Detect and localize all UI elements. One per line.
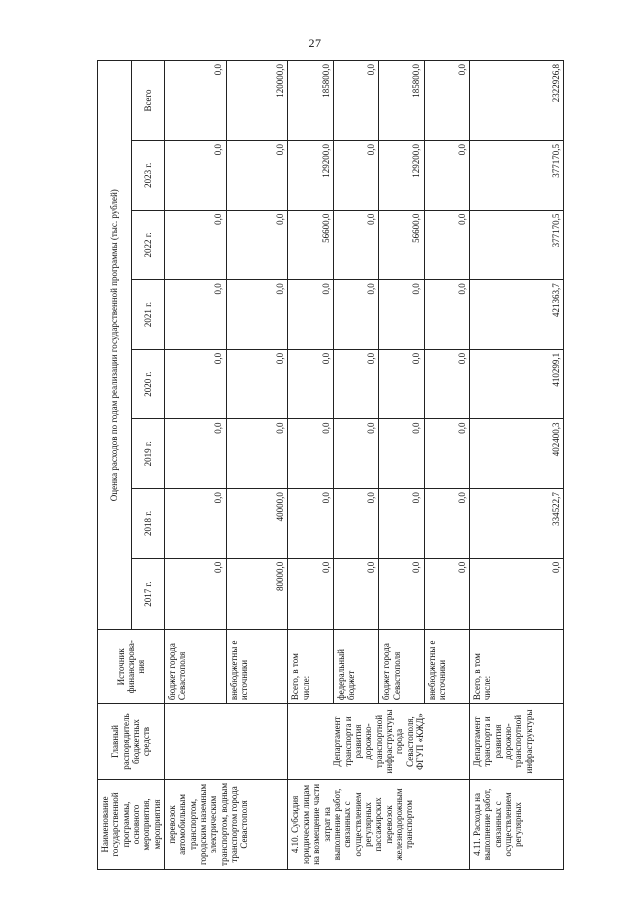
value-cell: 0,0 [424, 349, 469, 419]
total-cell: 0,0 [165, 61, 227, 141]
value-cell: 0,0 [379, 419, 424, 489]
value-cell: 129200,0 [288, 141, 333, 211]
value-cell: 0,0 [288, 558, 333, 630]
value-cell: 334522,7 [470, 489, 564, 559]
header-total: Всего [131, 61, 165, 141]
financing-table [97, 60, 564, 870]
header-row-top [98, 61, 132, 870]
value-cell: 0,0 [333, 141, 378, 211]
header-year: 2023 г. [131, 141, 165, 211]
value-cell: 0,0 [379, 489, 424, 559]
header-year: 2021 г. [131, 280, 165, 350]
value-cell: 0,0 [424, 489, 469, 559]
header-estimate: Оценка расходов по годам реализации государственной программы (тыс. рублей) [98, 61, 132, 630]
value-cell: 0,0 [226, 210, 288, 280]
value-cell: 0,0 [165, 210, 227, 280]
value-cell: 0,0 [379, 349, 424, 419]
value-cell: 402400,3 [470, 419, 564, 489]
value-cell: 0,0 [288, 419, 333, 489]
value-cell: 0,0 [470, 558, 564, 630]
value-cell: 0,0 [333, 210, 378, 280]
funding-source: Всего, в том числе: [288, 630, 333, 704]
total-cell: 185800,0 [288, 61, 333, 141]
value-cell: 0,0 [165, 558, 227, 630]
page-number: 27 [308, 36, 322, 50]
value-cell: 0,0 [333, 349, 378, 419]
value-cell: 0,0 [226, 141, 288, 211]
value-cell: 0,0 [226, 419, 288, 489]
total-cell: 0,0 [424, 61, 469, 141]
header-name: Наименование государственной программы, основного мероприятия, мероприятия [98, 779, 165, 869]
header-year: 2022 г. [131, 210, 165, 280]
header-year: 2017 г. [131, 558, 165, 630]
table-row [470, 61, 564, 870]
value-cell: 0,0 [333, 558, 378, 630]
budget-manager: Департамент транспорта и развития дорожно-транспортной инфраструктуры [470, 704, 564, 780]
header-source: Источник финансирова-ния [98, 630, 165, 704]
value-cell: 0,0 [165, 141, 227, 211]
value-cell: 377170,5 [470, 210, 564, 280]
header-manager: Главный распорядитель бюджетных средств [98, 704, 165, 780]
value-cell: 80000,0 [226, 558, 288, 630]
value-cell: 0,0 [333, 489, 378, 559]
funding-source: бюджет города Севастополя [165, 630, 227, 704]
value-cell: 0,0 [165, 419, 227, 489]
header-year: 2020 г. [131, 349, 165, 419]
total-cell: 185800,0 [379, 61, 424, 141]
rotated-table-container [97, 60, 562, 870]
value-cell: 129200,0 [379, 141, 424, 211]
value-cell: 56600,0 [288, 210, 333, 280]
funding-source: федеральный бюджет [333, 630, 378, 704]
value-cell: 0,0 [226, 280, 288, 350]
value-cell: 0,0 [288, 349, 333, 419]
header-year: 2019 г. [131, 419, 165, 489]
value-cell: 0,0 [424, 210, 469, 280]
value-cell: 0,0 [424, 280, 469, 350]
value-cell: 0,0 [288, 489, 333, 559]
funding-source: Всего, в том числе: [470, 630, 564, 704]
value-cell: 0,0 [424, 558, 469, 630]
funding-source: бюджет города Севастополя [379, 630, 424, 704]
value-cell: 56600,0 [379, 210, 424, 280]
table-region [97, 60, 562, 870]
measure-name: 4.11. Расходы на выполнение работ, связанных с осуществлением регулярных [470, 779, 564, 869]
value-cell: 0,0 [379, 280, 424, 350]
value-cell: 0,0 [226, 349, 288, 419]
value-cell: 0,0 [288, 280, 333, 350]
funding-source: внебюджетны е источники [424, 630, 469, 704]
value-cell: 0,0 [165, 349, 227, 419]
value-cell: 377170,5 [470, 141, 564, 211]
budget-manager [165, 704, 288, 780]
table-row [165, 61, 227, 870]
value-cell: 0,0 [165, 280, 227, 350]
value-cell: 0,0 [379, 558, 424, 630]
funding-source: внебюджетны е источники [226, 630, 288, 704]
measure-name: перевозок автомобильным транспортом, городским наземным электрическим транспортом, водным транспортом города Севастополя [165, 779, 288, 869]
value-cell: 0,0 [424, 419, 469, 489]
header-year: 2018 г. [131, 489, 165, 559]
value-cell: 0,0 [333, 419, 378, 489]
total-cell: 2322926,8 [470, 61, 564, 141]
value-cell: 0,0 [424, 141, 469, 211]
total-cell: 120000,0 [226, 61, 288, 141]
value-cell: 0,0 [165, 489, 227, 559]
value-cell: 40000,0 [226, 489, 288, 559]
total-cell: 0,0 [333, 61, 378, 141]
value-cell: 410299,1 [470, 349, 564, 419]
budget-manager: Департамент транспорта и развития дорожно-транспортной инфраструктуры города Севастополя, ФГУП «КЖД» [288, 704, 470, 780]
value-cell: 421363,7 [470, 280, 564, 350]
value-cell: 0,0 [333, 280, 378, 350]
measure-name: 4.10. Субсидия юридическим лицам на возмещение части затрат на выполнение работ, связанных с осуществлением регулярных пассажирских перевозок железнодорожным транспортом [288, 779, 470, 869]
table-row [288, 61, 333, 870]
